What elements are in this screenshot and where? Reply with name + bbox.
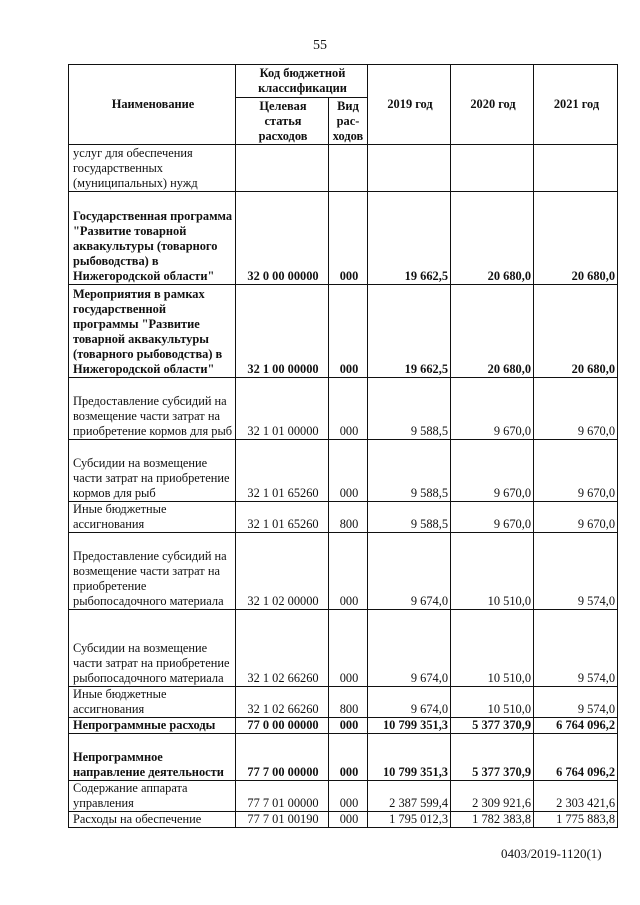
row-value-2019: 9 588,5 <box>368 502 451 533</box>
row-name: Расходы на обеспечение <box>69 812 236 828</box>
row-target-article: 32 1 00 00000 <box>236 285 329 378</box>
row-target-article: 77 7 01 00190 <box>236 812 329 828</box>
row-expense-type <box>329 145 368 192</box>
row-target-article: 77 7 01 00000 <box>236 781 329 812</box>
table-row <box>69 687 618 718</box>
row-value-2019: 9 588,5 <box>368 440 451 502</box>
row-value-2020: 20 680,0 <box>451 285 534 378</box>
row-value-2021: 1 775 883,8 <box>534 812 618 828</box>
row-name: Субсидии на возмещение части затрат на приобретение кормов для рыб <box>69 440 236 502</box>
row-name: Мероприятия в рамках государственной программы "Развитие товарной аквакультуры (товарного рыбоводства) в Нижегородской области" <box>69 285 236 378</box>
row-name: Непрограммное направление деятельности <box>69 734 236 781</box>
row-value-2020: 9 670,0 <box>451 378 534 440</box>
row-target-article: 77 0 00 00000 <box>236 718 329 734</box>
row-name: услуг для обеспечения государственных (муниципальных) нужд <box>69 145 236 192</box>
row-value-2021: 9 670,0 <box>534 440 618 502</box>
row-value-2020 <box>451 145 534 192</box>
row-expense-type: 000 <box>329 781 368 812</box>
row-expense-type: 800 <box>329 687 368 718</box>
row-target-article <box>236 145 329 192</box>
page-number: 55 <box>313 38 327 53</box>
header-year-2021: 2021 год <box>534 65 618 145</box>
row-value-2019: 1 795 012,3 <box>368 812 451 828</box>
row-value-2019: 19 662,5 <box>368 285 451 378</box>
row-target-article: 32 0 00 00000 <box>236 192 329 285</box>
table-row <box>69 285 618 378</box>
table-row <box>69 781 618 812</box>
table-row <box>69 734 618 781</box>
row-value-2020: 1 782 383,8 <box>451 812 534 828</box>
row-value-2020: 5 377 370,9 <box>451 718 534 734</box>
row-value-2019: 19 662,5 <box>368 192 451 285</box>
row-name: Непрограммные расходы <box>69 718 236 734</box>
row-name: Содержание аппарата управления <box>69 781 236 812</box>
row-value-2020: 9 670,0 <box>451 440 534 502</box>
row-value-2021: 6 764 096,2 <box>534 734 618 781</box>
row-value-2021: 2 303 421,6 <box>534 781 618 812</box>
header-name: Наименование <box>69 65 236 145</box>
row-target-article: 32 1 01 65260 <box>236 440 329 502</box>
row-expense-type: 000 <box>329 610 368 687</box>
table-row <box>69 192 618 285</box>
row-value-2021: 9 670,0 <box>534 502 618 533</box>
row-name: Иные бюджетные ассигнования <box>69 502 236 533</box>
row-value-2020: 5 377 370,9 <box>451 734 534 781</box>
header-expense-type: Вид рас-ходов <box>329 98 368 145</box>
row-value-2021: 9 670,0 <box>534 378 618 440</box>
table-row <box>69 378 618 440</box>
row-value-2019 <box>368 145 451 192</box>
row-value-2020: 10 510,0 <box>451 533 534 610</box>
header-target-article: Целевая статья расходов <box>236 98 329 145</box>
row-value-2020: 10 510,0 <box>451 610 534 687</box>
row-value-2020: 10 510,0 <box>451 687 534 718</box>
header-year-2019: 2019 год <box>368 65 451 145</box>
row-name: Государственная программа "Развитие товарной аквакультуры (товарного рыбоводства) в Нижегородской области" <box>69 192 236 285</box>
row-expense-type: 000 <box>329 378 368 440</box>
row-value-2021: 6 764 096,2 <box>534 718 618 734</box>
row-target-article: 32 1 02 66260 <box>236 610 329 687</box>
table-row <box>69 145 618 192</box>
row-expense-type: 000 <box>329 533 368 610</box>
row-value-2019: 9 674,0 <box>368 533 451 610</box>
row-expense-type: 000 <box>329 440 368 502</box>
footer-document-code: 0403/2019-1120(1) <box>501 846 602 861</box>
row-value-2021 <box>534 145 618 192</box>
row-value-2019: 9 588,5 <box>368 378 451 440</box>
table-row <box>69 610 618 687</box>
header-year-2020: 2020 год <box>451 65 534 145</box>
row-value-2019: 10 799 351,3 <box>368 718 451 734</box>
table-row <box>69 533 618 610</box>
row-value-2021: 20 680,0 <box>534 192 618 285</box>
row-value-2019: 2 387 599,4 <box>368 781 451 812</box>
row-expense-type: 000 <box>329 192 368 285</box>
table-row <box>69 502 618 533</box>
row-name: Предоставление субсидий на возмещение части затрат на приобретение рыбопосадочного материала <box>69 533 236 610</box>
row-value-2019: 9 674,0 <box>368 687 451 718</box>
row-value-2020: 20 680,0 <box>451 192 534 285</box>
row-name: Иные бюджетные ассигнования <box>69 687 236 718</box>
row-value-2019: 9 674,0 <box>368 610 451 687</box>
header-code-group: Код бюджетной классификации <box>236 65 368 98</box>
row-target-article: 32 1 01 00000 <box>236 378 329 440</box>
row-value-2020: 9 670,0 <box>451 502 534 533</box>
row-target-article: 32 1 01 65260 <box>236 502 329 533</box>
row-name: Предоставление субсидий на возмещение части затрат на приобретение кормов для рыб <box>69 378 236 440</box>
table-row <box>69 812 618 828</box>
table-row <box>69 440 618 502</box>
row-expense-type: 000 <box>329 718 368 734</box>
row-value-2021: 9 574,0 <box>534 610 618 687</box>
row-expense-type: 000 <box>329 812 368 828</box>
row-value-2019: 10 799 351,3 <box>368 734 451 781</box>
row-value-2021: 9 574,0 <box>534 533 618 610</box>
budget-table <box>68 64 618 828</box>
row-expense-type: 000 <box>329 285 368 378</box>
row-target-article: 32 1 02 00000 <box>236 533 329 610</box>
row-value-2021: 20 680,0 <box>534 285 618 378</box>
row-value-2021: 9 574,0 <box>534 687 618 718</box>
row-target-article: 32 1 02 66260 <box>236 687 329 718</box>
table-row <box>69 718 618 734</box>
row-value-2020: 2 309 921,6 <box>451 781 534 812</box>
row-expense-type: 000 <box>329 734 368 781</box>
row-target-article: 77 7 00 00000 <box>236 734 329 781</box>
row-name: Субсидии на возмещение части затрат на приобретение рыбопосадочного материала <box>69 610 236 687</box>
row-expense-type: 800 <box>329 502 368 533</box>
